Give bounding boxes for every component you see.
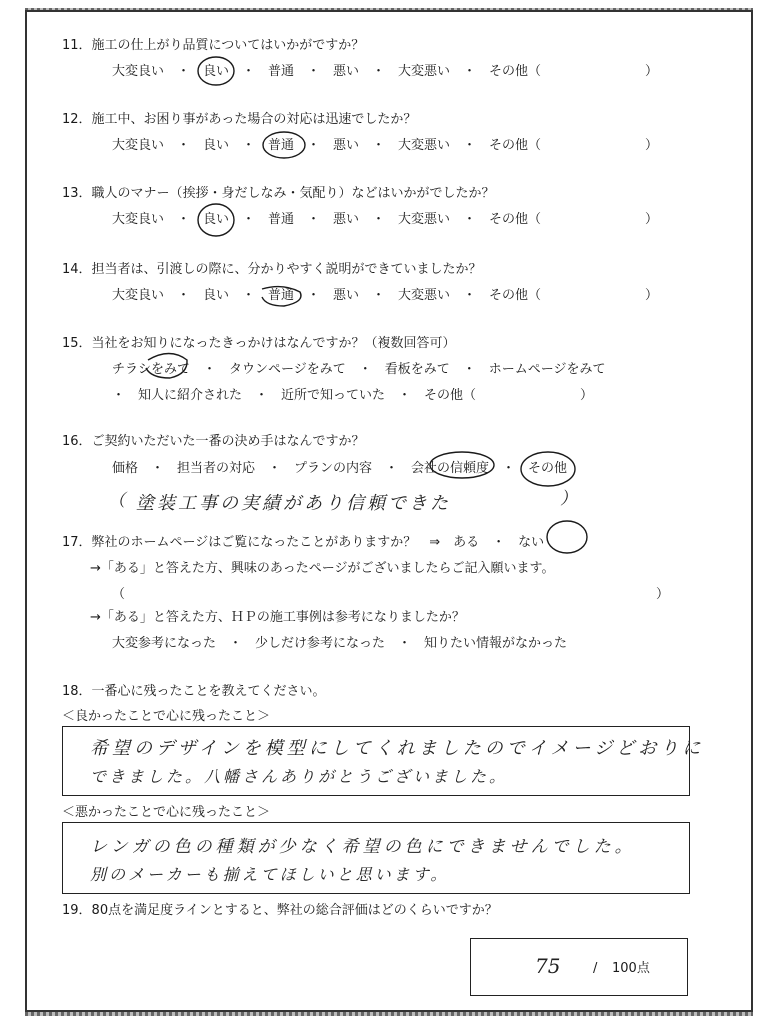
q16-paren-close: ） bbox=[560, 489, 577, 509]
q14-question: 14．担当者は、引渡しの際に、分かりやすく説明ができていましたか？ bbox=[62, 262, 482, 277]
q19-separator: / bbox=[593, 961, 598, 976]
q16-question: 16．ご契約いただいた一番の決め手はなんですか？ bbox=[62, 434, 365, 449]
q17-question: 17．弊社のホームページはご覧になったことがありますか？ ⇒ ある ・ ない bbox=[62, 535, 545, 550]
q16-handwritten-answer: 塗装工事の実績があり信頼できた bbox=[136, 493, 451, 514]
q19-score-box bbox=[470, 938, 688, 996]
q13-question: 13．職人のマナー（挨拶・身だしなみ・気配り）などはいかがでしたか？ bbox=[62, 186, 495, 201]
q16-paren-open: （ bbox=[108, 491, 125, 511]
q19-question: 19．80点を満足度ラインとすると、弊社の総合評価はどのくらいですか？ bbox=[62, 903, 498, 918]
q14-options: 大変良い ・ 良い ・ 普通 ・ 悪い ・ 大変悪い ・ その他（ ） bbox=[112, 288, 659, 303]
q17-sub1: →「ある」と答えた方、興味のあったページがございましたらご記入願います。 bbox=[90, 561, 555, 576]
q17-sub1-paren-close: ） bbox=[656, 587, 670, 602]
q11-options: 大変良い ・ 良い ・ 普通 ・ 悪い ・ 大変悪い ・ その他（ ） bbox=[112, 64, 659, 79]
q17-sub1-paren-open: （ bbox=[112, 587, 126, 602]
q13-options: 大変良い ・ 良い ・ 普通 ・ 悪い ・ 大変悪い ・ その他（ ） bbox=[112, 212, 659, 227]
q18-good-label: ＜良かったことで心に残ったこと＞ bbox=[62, 709, 271, 724]
page-bottom-edge bbox=[25, 1012, 753, 1016]
q18-bad-label: ＜悪かったことで心に残ったこと＞ bbox=[62, 805, 271, 820]
q11-question: 11．施工の仕上がり品質についてはいかがですか？ bbox=[62, 38, 365, 53]
q15-options-line1: チラシをみて ・ タウンページをみて ・ 看板をみて ・ ホームページをみて bbox=[112, 362, 606, 377]
q12-question: 12．施工中、お困り事があった場合の対応は迅速でしたか？ bbox=[62, 112, 417, 127]
q16-options: 価格 ・ 担当者の対応 ・ プランの内容 ・ 会社の信頼度 ・ その他 bbox=[112, 461, 568, 476]
q17-sub2: →「ある」と答えた方、ＨＰの施工事例は参考になりましたか？ bbox=[90, 610, 465, 625]
q19-score: 75 bbox=[535, 954, 561, 978]
q12-options: 大変良い ・ 良い ・ 普通 ・ 悪い ・ 大変悪い ・ その他（ ） bbox=[112, 138, 659, 153]
q19-max-score: 100点 bbox=[612, 961, 650, 976]
q18-bad-line2: 別のメーカーも揃えてほしいと思います。 bbox=[90, 865, 450, 884]
q18-bad-line1: レンガの色の種類が少なく希望の色にできませんでした。 bbox=[90, 837, 636, 857]
q18-question: 18．一番心に残ったことを教えてください。 bbox=[62, 684, 326, 699]
q15-options-line2: ・ 知人に紹介された ・ 近所で知っていた ・ その他（ ） bbox=[112, 388, 594, 403]
q18-good-line2: できました。八幡さんありがとうございました。 bbox=[90, 767, 509, 786]
q17-sub2-options: 大変参考になった ・ 少しだけ参考になった ・ 知りたい情報がなかった bbox=[112, 636, 568, 651]
q18-good-line1: 希望のデザインを模型にしてくれましたのでイメージどおりに bbox=[90, 738, 705, 759]
q15-question: 15．当社をお知りになったきっかけはなんですか？（複数回答可） bbox=[62, 336, 456, 351]
